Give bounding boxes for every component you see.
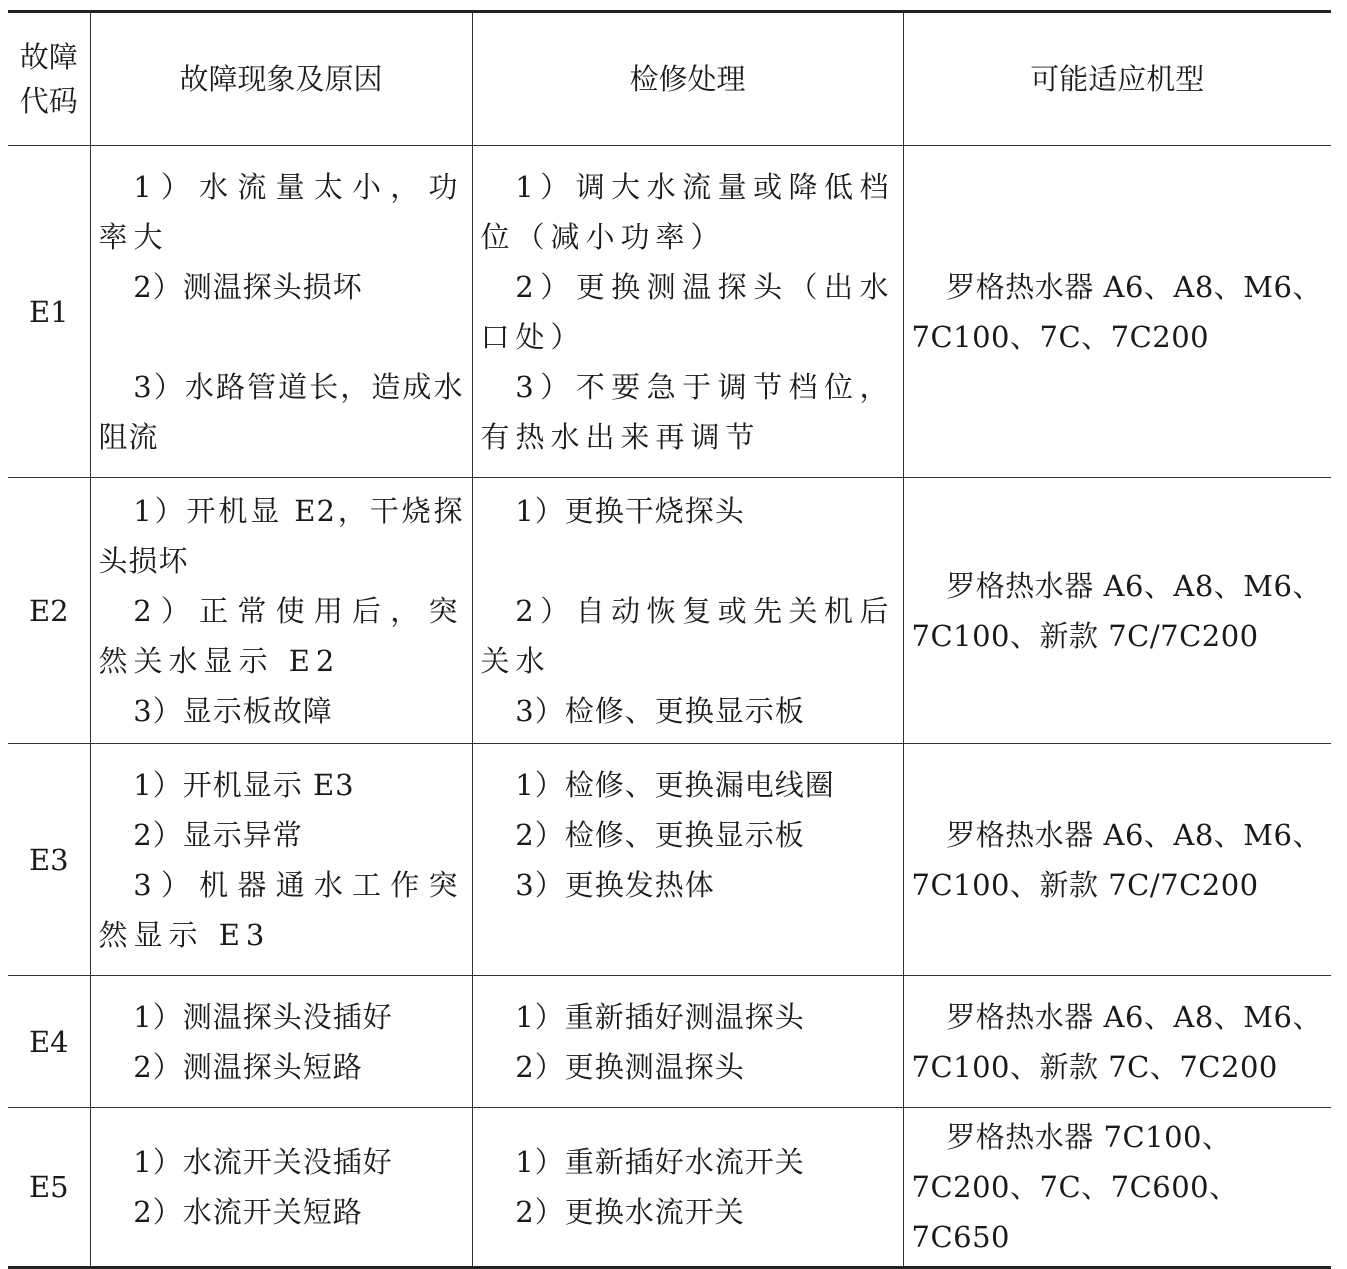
symptom-item: 3）显示板故障	[133, 693, 333, 728]
header-repair: 检修处理	[472, 12, 903, 146]
table-row	[8, 146, 1331, 478]
symptom-cell	[90, 976, 472, 1108]
header-symptom: 故障现象及原因	[90, 12, 472, 146]
repair-item: 2）更换测温探头	[515, 1049, 745, 1084]
symptom-item: 2）测温探头损坏	[133, 269, 363, 304]
repair-item: 1）检修、更换漏电线圈	[515, 767, 835, 802]
model-text: 罗格热水器 A6、A8、M6、7C100、新款 7C、7C200	[911, 999, 1322, 1084]
symptom-cell	[90, 1108, 472, 1268]
fault-code: E1	[8, 146, 90, 478]
table-row	[8, 744, 1331, 976]
symptom-item: 2）显示异常	[133, 817, 303, 852]
repair-item: 2）更换水流开关	[515, 1195, 745, 1229]
repair-item: 1）更换干烧探头	[515, 493, 745, 528]
header-row	[8, 12, 1331, 146]
repair-item: 1）重新插好测温探头	[515, 999, 805, 1034]
symptom-cell	[90, 478, 472, 744]
fault-code: E2	[8, 478, 90, 744]
header-fault-code	[8, 12, 90, 146]
repair-item: 2）自动恢复或先关机后关水	[480, 593, 895, 678]
spacer	[481, 910, 895, 960]
repair-item: 3）不要急于调节档位，有热水出来再调节	[480, 369, 895, 454]
spacer	[99, 312, 464, 362]
repair-item: 2）检修、更换显示板	[515, 817, 805, 852]
header-models: 可能适应机型	[903, 12, 1331, 146]
header-fault-code-line1: 故障	[19, 40, 78, 74]
repair-cell	[472, 976, 903, 1108]
repair-cell	[472, 146, 903, 478]
symptom-item: 3）机器通水工作突然显示 E3	[98, 867, 464, 952]
repair-item: 3）检修、更换显示板	[515, 693, 805, 728]
symptom-item: 2）正常使用后，突然关水显示 E2	[98, 593, 464, 678]
fault-code: E5	[8, 1108, 90, 1268]
model-cell	[903, 146, 1331, 478]
model-cell	[903, 744, 1331, 976]
repair-item: 3）更换发热体	[515, 867, 715, 902]
table-row	[8, 478, 1331, 744]
fault-code-table	[8, 10, 1331, 1269]
model-text: 罗格热水器 A6、A8、M6、7C100、新款 7C/7C200	[911, 568, 1322, 653]
table-row	[8, 976, 1331, 1108]
repair-cell	[472, 478, 903, 744]
symptom-item: 1）测温探头没插好	[133, 999, 393, 1034]
symptom-item: 2）水流开关短路	[133, 1195, 363, 1229]
repair-cell	[472, 744, 903, 976]
repair-item: 2）更换测温探头（出水口处）	[480, 269, 895, 354]
symptom-item: 1）开机显示 E3	[133, 767, 355, 802]
repair-item: 1）调大水流量或降低档位（减小功率）	[480, 169, 895, 254]
model-text: 罗格热水器 A6、A8、M6、7C100、新款 7C/7C200	[911, 817, 1322, 902]
model-cell	[903, 1108, 1331, 1268]
repair-cell	[472, 1108, 903, 1268]
symptom-item: 1）开机显 E2，干烧探头损坏	[98, 493, 464, 578]
repair-item: 1）重新插好水流开关	[515, 1145, 805, 1179]
fault-code: E3	[8, 744, 90, 976]
symptom-item: 3）水路管道长，造成水阻流	[98, 369, 464, 454]
symptom-cell	[90, 146, 472, 478]
symptom-item: 1）水流开关没插好	[133, 1145, 393, 1179]
model-cell	[903, 478, 1331, 744]
symptom-cell	[90, 744, 472, 976]
table-row	[8, 1108, 1331, 1268]
model-cell	[903, 976, 1331, 1108]
symptom-item: 1）水流量太小，功率大	[98, 169, 464, 254]
spacer	[481, 536, 895, 586]
header-fault-code-line2: 代码	[19, 84, 78, 118]
fault-code: E4	[8, 976, 90, 1108]
symptom-item: 2）测温探头短路	[133, 1049, 363, 1084]
model-text: 罗格热水器 A6、A8、M6、7C100、7C、7C200	[911, 269, 1322, 354]
model-text: 罗格热水器 7C100、7C200、7C、7C600、7C650	[911, 1120, 1239, 1254]
